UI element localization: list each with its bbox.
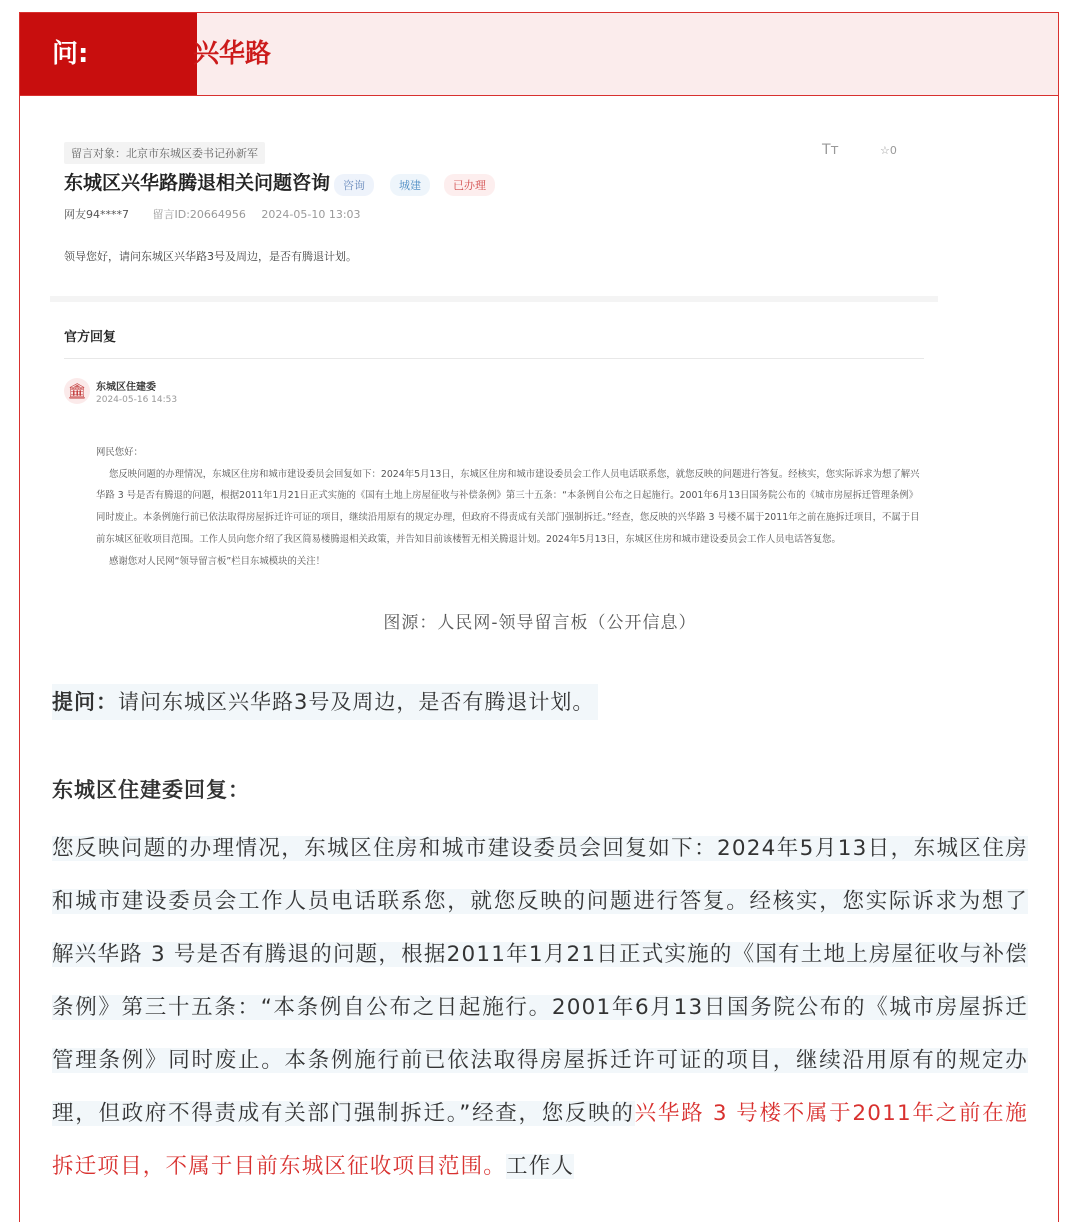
tag-status: 已办理 [444,174,495,196]
question-header [19,12,1059,96]
message-id: 留言ID:20664956 [152,208,246,221]
tag-urban: 城建 [390,174,430,196]
reply-paragraph [52,822,1028,1193]
message-time: 2024-05-10 13:03 [261,208,361,221]
message-target: 留言对象：北京市东城区委书记孙新军 [64,142,265,164]
reply-time: 2024-05-16 14:53 [96,395,178,405]
font-size-icon[interactable]: Tт [822,142,839,158]
reply-greeting: 网民您好： [96,447,143,458]
question-title: 兴华路 [193,39,272,69]
ask-text: 请问东城区兴华路3号及周边，是否有腾退计划。 [118,690,595,714]
reply-highlight: 兴华路 3 号楼不属于2011年之前在施拆迁项目，不属于目前东城区征收项目范围。 [52,1101,1028,1179]
question-text [52,684,598,720]
favorite-button[interactable] [880,144,897,157]
reply-org: 东城区住建委 [96,382,156,393]
star-icon: ☆ [880,144,890,157]
embedded-screenshot [50,128,940,598]
message-meta [64,206,361,222]
ask-label: 提问： [52,690,118,714]
question-label: 问: [20,13,197,95]
official-reply-body [96,442,922,572]
official-reply-heading: 官方回复 [64,330,117,345]
message-user: 网友94****7 [64,208,129,221]
reply-part2: 工作人 [506,1154,575,1179]
message-title: 东城区兴华路腾退相关问题咨询 [64,172,331,194]
image-caption: 图源：人民网-领导留言板（公开信息） [383,613,697,633]
bank-icon: 🏛 [64,378,90,404]
reply-thanks: 感谢您对人民网“领导留言板”栏目东城模块的关注！ [109,555,325,567]
message-body: 领导您好，请问东城区兴华路3号及周边，是否有腾退计划。 [64,250,357,263]
reply-part1: 您反映问题的办理情况，东城区住房和城市建设委员会回复如下：2024年5月13日，东城区住房和城市建设委员会工作人员电话联系您，就您反映的问题进行答复。经核实，您实际诉求为想了解兴华路 3 号是否有腾退的问题，根据2011年1月21日正式实施的《国有土地上房屋征收与补偿条例》第三十五条：“本条例自公布之日起施行。2001年6月13日国务院公布的《城市房屋拆迁管理条例》同时废止。本条例施行前已依法取得房屋拆迁许可证的项目，继续沿用原有的规定办理，但政府不得责成有关部门强制拆迁。”经查，您反映的 [52,836,1028,1126]
section-divider [50,296,938,302]
tag-consult: 咨询 [334,174,374,196]
reply-heading: 东城区住建委回复： [52,778,250,802]
star-count: 0 [889,144,897,157]
reply-text: 您反映问题的办理情况，东城区住房和城市建设委员会回复如下：2024年5月13日，东城区住房和城市建设委员会工作人员电话联系您，就您反映的问题进行答复。经核实，您实际诉求为想了解兴华路 3 号是否有腾退的问题，根据2011年1月21日正式实施的《国有土地上房屋征收与补偿条例》第三十五条：“本条例自公布之日起施行。2001年6月13日国务院公布的《城市房屋拆迁管理条例》同时废止。本条例施行前已依法取得房屋拆迁许可证的项目，继续沿用原有的规定办理，但政府不得责成有关部门强制拆迁。”经查，您反映的兴华路 3 号楼不属于2011年之前在施拆迁项目，不属于目前东城区征收项目范围。工作人员向您介绍了我区简易楼腾退相关政策，并告知目前该楼暂无相关腾退计划。2024年5月13日，东城区住房和城市建设委员会工作人员电话答复您。 [96,468,920,545]
divider-line [64,358,924,359]
